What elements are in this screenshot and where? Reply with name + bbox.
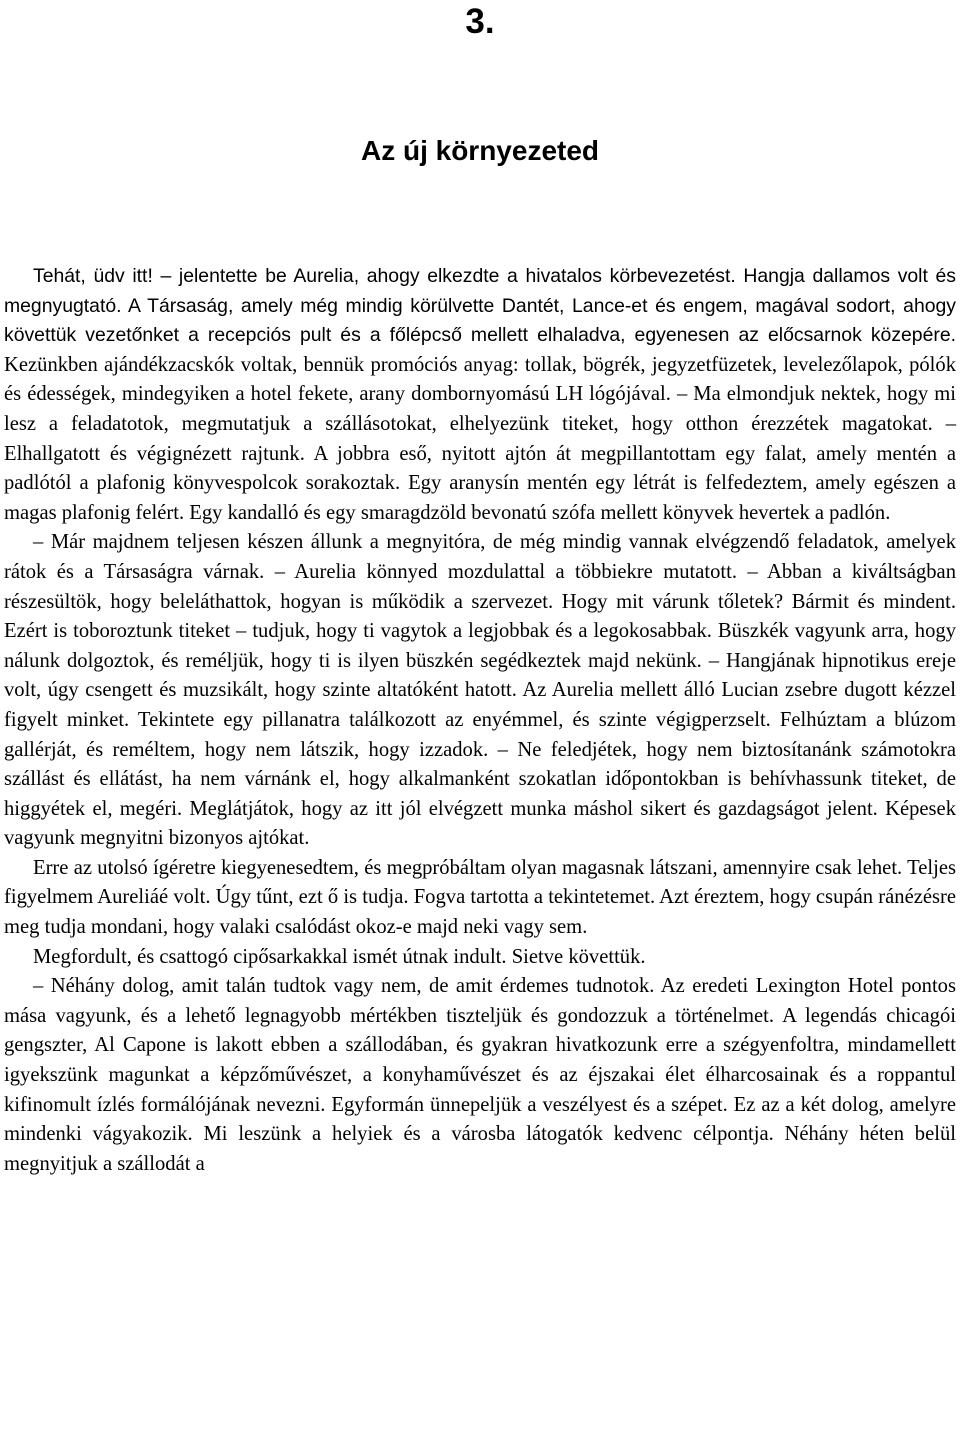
body-text [4,262,956,1179]
paragraph-sans-run: Tehát, üdv itt! – jelentette be Aurelia, ahogy elkezdte a hivatalos körbevezetést. Hangja dallamos volt és megnyugtató. A Társaság, amely még mindig körülvette Dantét, Lance-et és engem, magával sodort, ahogy követtük vezetőnket a recepciós pult és a főlépcső mellett elhaladva, egyenesen az előcsarnok közepére. [4,265,956,347]
paragraph: Erre az utolsó ígéretre kiegyenesedtem, és megpróbáltam olyan magasnak látszani, amennyire csak lehet. Teljes figyelmem Aureliáé volt. Úgy tűnt, ezt ő is tudja. Fogva tartotta a tekintetemet. Azt éreztem, hogy csupán ránézésre meg tudja mondani, hogy valaki csalódást okoz-e majd neki vagy sem. [4,856,956,939]
paragraph: – Már majdnem teljesen készen állunk a megnyitóra, de még mindig vannak elvégzendő feladatok, amelyek rátok és a Társaságra várnak. – Aurelia könnyed mozdulattal a többiekre mutatott. – Abban a kiváltságban részesültök, hogy beleláthattok, hogyan is működik a szervezet. Hogy mit várunk tőletek? Bármit és mindent. Ezért is toboroztunk titeket – tudjuk, hogy ti vagytok a legjobbak és a legokosabbak. Büszkék vagyunk arra, hogy nálunk dolgoztok, és reméljük, hogy ti is ilyen büszkén segédkeztek majd nekünk. – Hangjának hipnotikus ereje volt, úgy csengett és muzsikált, hogy szinte altatóként hatott. Az Aurelia mellett álló Lucian zsebre dugott kézzel figyelt minket. Tekintete egy pillanatra találkozott az enyémmel, és szinte végigperzselt. Felhúztam a blúzom gallérját, és reméltem, hogy nem látszik, hogy izzadok. – Ne feledjétek, hogy nem biztosítanánk számotokra szállást és ellátást, ha nem várnánk el, hogy alkalmanként szokatlan időpontokban is behívhassunk titeket, de higgyétek el, megéri. Meglátjátok, hogy az itt jól elvégzett munka máshol sikert és gazdagságot jelent. Képesek vagyunk megnyitni bizonyos ajtókat. [4,531,956,850]
chapter-title: Az új környezeted [360,135,600,166]
paragraph: Megfordult, és csattogó cipősarkakkal ismét útnak indult. Sietve követtük. [33,945,646,968]
paragraph [4,262,956,528]
paragraph: – Néhány dolog, amit talán tudtok vagy nem, de amit érdemes tudnotok. Az eredeti Lexington Hotel pontos mása vagyunk, és a lehető legnagyobb mértékben tiszteljük és gondozzuk a történelmet. A legendás chicagói gengszter, Al Capone is lakott ebben a szállodában, és gyakran hivatkozunk erre a szégyenfoltra, mindamellett igyekszünk magunkat a képzőművészet, a konyhaművészet és az éjszakai élet élharcosainak és a roppantul kifinomult ízlés formálójának nevezni. Egyformán ünnepeljük a veszélyest és a szépet. Ez az a két dolog, amelyre mindenki vágyakozik. Mi leszünk a helyiek és a városba látogatók kedvenc célpontja. Néhány héten belül megnyitjuk a szállodát a [4,975,956,1175]
chapter-number: 3. [465,2,495,41]
paragraph-serif-run: Kezünkben ajándékzacskók voltak, bennük promóciós anyag: tollak, bögrék, jegyzetfüzetek, levelezőlapok, pólók és édességek, mindegyiken a hotel fekete, arany dombornyomású LH lógójával. – Ma elmondjuk nektek, hogy mi lesz a feladatotok, megmutatjuk a szállásotokat, elhelyezünk titeket, hogy otthon érezzétek magatokat. – Elhallgatott és végignézett rajtunk. A jobbra eső, nyitott ajtón át megpillantottam egy falat, amely mentén a padlótól a plafonig könyvespolcok sorakoztak. Egy aranysín mentén egy létrát is felfedeztem, amely egészen a magas plafonig felért. Egy kandalló és egy smaragdzöld bevonatú szófa mellett könyvek hevertek a padlón. [4,353,956,524]
